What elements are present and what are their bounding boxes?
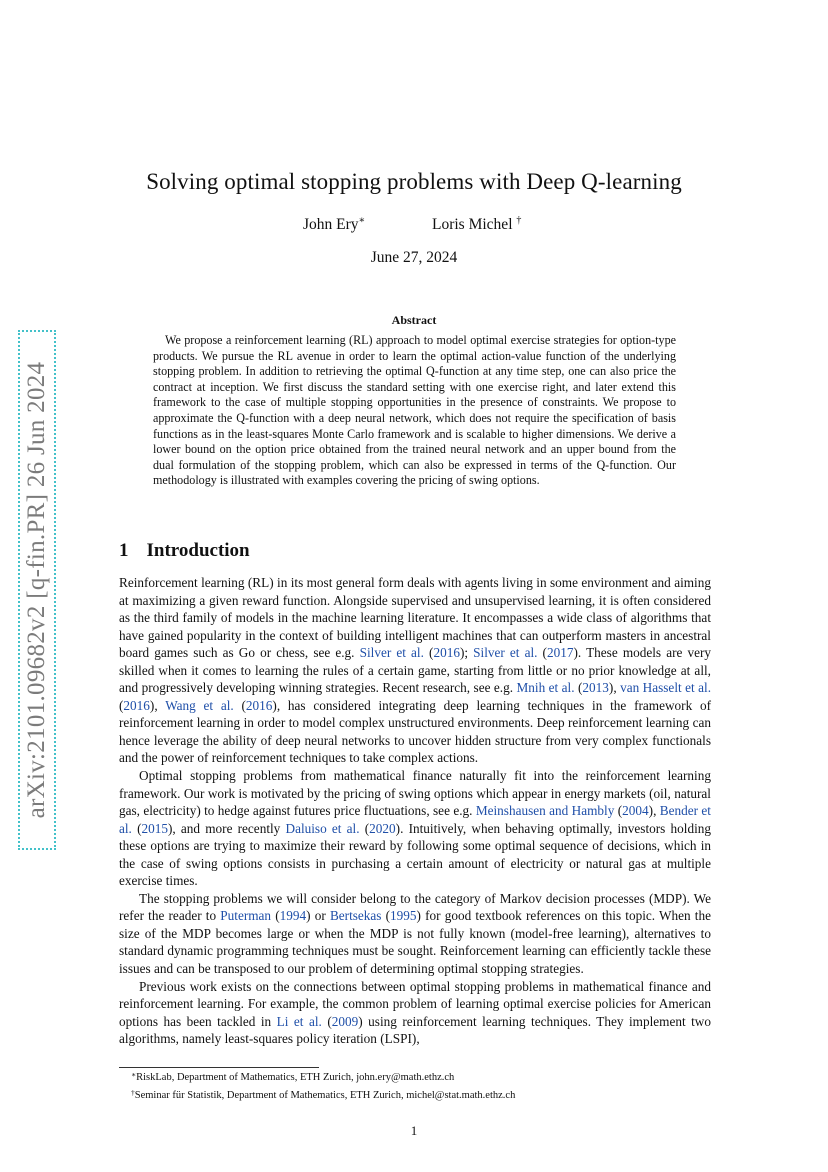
paragraph-text: ( xyxy=(131,820,142,836)
abstract-heading: Abstract xyxy=(391,313,437,327)
paragraph-text: ( xyxy=(233,697,246,713)
footnote-1-mark: ∗ xyxy=(131,1070,137,1079)
citation-link[interactable]: 2015 xyxy=(141,820,168,836)
paragraph-text: ( xyxy=(321,1013,332,1029)
author-2-name: Loris Michel xyxy=(432,216,513,233)
paragraph-text: ) using reinforcement learning techniques. They implement two algorithms, namely least-squares policy iteration (LSPI), xyxy=(119,1013,711,1047)
footnote-1 xyxy=(131,1068,515,1086)
citation-link[interactable]: Wang et al. xyxy=(165,697,234,713)
paragraph-text: ), xyxy=(149,697,166,713)
author-1-name: John Ery xyxy=(303,216,359,233)
paragraph-text: ( xyxy=(271,908,280,924)
paragraph-text: The stopping problems we will consider belong to the category of Markov decision processes (MDP). We refer the reader to xyxy=(119,890,711,924)
author-1-footnote-mark[interactable]: ∗ xyxy=(358,215,366,226)
citation-link[interactable]: 2016 xyxy=(123,697,150,713)
citation-link[interactable]: Mnih et al. xyxy=(516,680,575,696)
page-number: 1 xyxy=(410,1123,418,1138)
section-heading xyxy=(119,540,250,562)
paragraph-text: Previous work exists on the connections between optimal stopping problems in mathematical finance and reinforcement learning. For example, the common problem of learning optimal exercise policies for American options has been tackled in xyxy=(119,978,711,1029)
paragraph-text: ), xyxy=(648,803,660,819)
paragraph xyxy=(119,574,711,767)
paragraph-text: ), xyxy=(608,680,621,696)
footnote-2-mark: † xyxy=(131,1087,135,1097)
paragraph-text: ( xyxy=(359,820,370,836)
citation-link[interactable]: 2016 xyxy=(245,697,273,713)
citation-link[interactable]: Silver et al. xyxy=(359,645,424,661)
paragraph-text: ( xyxy=(119,697,124,713)
paragraph-text: ( xyxy=(423,645,434,661)
paragraph-text: Reinforcement learning (RL) in its most general form deals with agents living in some environment and aiming at maximizing a given reward function. Alongside supervised and unsupervised learning, it is often considered as the third family of models in the machine learning literature. It encompasses a wide class of algorithms that have gained popularity in the context of building intelligent machines that can outperform masters in ancestral board games such as Go or chess, see e.g. xyxy=(119,575,711,661)
paragraph-text: ( xyxy=(381,908,391,924)
footnote-2 xyxy=(131,1086,515,1104)
citation-link[interactable]: Silver et al. xyxy=(473,645,538,661)
author-1 xyxy=(303,215,365,234)
author-2-footnote-mark[interactable]: † xyxy=(516,215,522,226)
paper-date: June 27, 2024 xyxy=(370,249,458,266)
citation-link[interactable]: Meinshausen and Hambly xyxy=(475,803,615,819)
paragraph-text: ) or xyxy=(306,908,330,924)
abstract-text: We propose a reinforcement learning (RL) approach to model optimal exercise strategies for option-type products. We pursue the RL avenue in order to learn the optimal action-value function of the underlying stopping problem. In addition to retrieving the optimal Q-function at any time step, one can also price the contract at inception. We first discuss the standard setting with one exercise right, and later extend this framework to the case of multiple stopping opportunities in the presence of constraints. We propose to approximate the Q-function with a deep neural network, which does not require the specification of basis functions as in the least-squares Monte Carlo framework and is scalable to higher dimensions. We derive a lower bound on the option price obtained from the trained neural network and an upper bound from the dual formulation of the stopping problem, which can also be expressed in terms of the Q-function. Our methodology is illustrated with examples covering the pricing of swing options. xyxy=(153,333,676,488)
citation-link[interactable]: Puterman xyxy=(220,908,272,924)
paragraph-text: ), and more recently xyxy=(167,820,286,836)
arxiv-identifier[interactable]: arXiv:2101.09682v2 [q-fin.PR] 26 Jun 2024 xyxy=(23,361,50,819)
section-title: Introduction xyxy=(146,540,250,561)
citation-link[interactable]: 2017 xyxy=(546,645,574,661)
citation-link[interactable]: Li et al. xyxy=(276,1013,322,1029)
paragraph-text: ) for good textbook references on this topic. When the size of the MDP becomes large or when the MDP is not fully known (model-free learning), alternatives to standard dynamic programming techniques must be sought. Reinforcement learning can efficiently tackle these issues and can be transposed to our problem of determining optimal stopping strategies. xyxy=(119,908,711,977)
citation-link[interactable]: Bertsekas xyxy=(329,908,382,924)
footnotes xyxy=(131,1068,515,1103)
paragraph-text: ( xyxy=(537,645,547,661)
paragraph xyxy=(119,890,711,978)
citation-link[interactable]: 2020 xyxy=(369,820,396,836)
section-number: 1 xyxy=(119,540,129,561)
citation-link[interactable]: Daluiso et al. xyxy=(285,820,360,836)
footnote-2-text: Seminar für Statistik, Department of Mathematics, ETH Zurich, michel@stat.math.ethz.ch xyxy=(134,1089,516,1101)
citation-link[interactable]: 2016 xyxy=(433,645,460,661)
citation-link[interactable]: Bender et al. xyxy=(119,803,711,836)
paragraph-text: ( xyxy=(614,803,623,819)
author-2 xyxy=(432,215,521,234)
citation-link[interactable]: 1994 xyxy=(279,908,307,924)
paragraph xyxy=(119,767,711,890)
citation-link[interactable]: 2004 xyxy=(622,803,649,819)
paragraph-text: ( xyxy=(574,680,583,696)
paragraph xyxy=(119,978,711,1048)
citation-link[interactable]: 1995 xyxy=(390,908,417,924)
paper-title: Solving optimal stopping problems with Deep Q-learning xyxy=(146,169,682,194)
abstract-body xyxy=(153,333,676,489)
paragraph-text: ); xyxy=(459,645,474,661)
arxiv-stamp xyxy=(18,330,58,850)
footnote-1-text: RiskLab, Department of Mathematics, ETH Zurich, john.ery@math.ethz.ch xyxy=(136,1072,455,1083)
citation-link[interactable]: 2009 xyxy=(331,1013,359,1029)
citation-link[interactable]: van Hasselt et al. xyxy=(620,680,712,696)
paragraph-text: ). These models are very skilled when it comes to learning the rules of a certain game, starting from little or no prior knowledge at all, and progressively developing winning strategies. Recent research, see e.g. xyxy=(119,645,712,696)
paragraph-text: ). Intuitively, when behaving optimally, investors holding these options are trying to maximize their reward by following some optimal sequence of decisions, which in the case of swing options consists in purchasing a certain amount of electricity or natural gas at multiple exercise times. xyxy=(119,820,712,889)
paragraph-text: ), has considered integrating deep learning techniques in the framework of reinforcement learning in order to model complex unstructured environments. Deep reinforcement learning can hence leverage the ability of deep neural networks to uncover hidden structure from very complex functionals and the power of reinforcement techniques to take complex actions. xyxy=(119,697,711,766)
paragraph-text: Optimal stopping problems from mathematical finance naturally fit into the reinforcement learning framework. Our work is motivated by the pricing of swing options which appear in energy markets (oil, natural gas, electricity) to hedge against futures price fluctuations, see e.g. xyxy=(119,768,711,819)
introduction-body xyxy=(119,574,711,1048)
citation-link[interactable]: 2013 xyxy=(582,680,609,696)
